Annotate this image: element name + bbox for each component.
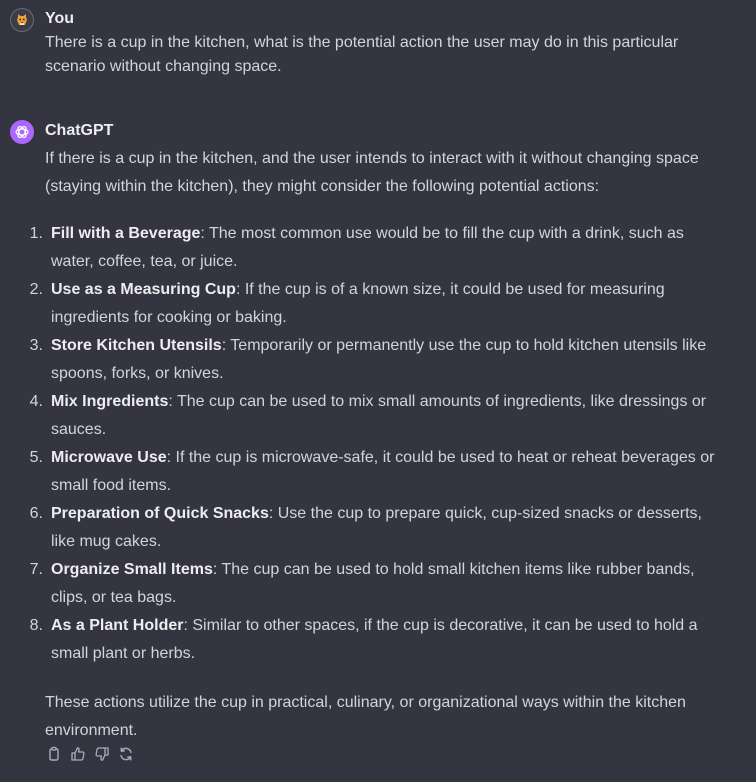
assistant-author-name: ChatGPT xyxy=(45,122,114,139)
list-item xyxy=(0,500,740,556)
list-item xyxy=(0,444,740,500)
list-item xyxy=(0,388,740,444)
list-item-title: Store Kitchen Utensils xyxy=(51,337,222,354)
action-list xyxy=(0,220,740,668)
assistant-intro-text: If there is a cup in the kitchen, and the user intends to interact with it without changing space (staying within the kitchen), they might consider the following potential actions: xyxy=(45,150,699,195)
list-item-title: As a Plant Holder xyxy=(51,617,184,634)
list-item-text: : The cup can be used to mix small amounts of ingredients, like dressings or sauces. xyxy=(51,393,707,438)
thumbs-down-icon xyxy=(94,746,110,762)
list-item-text: : The cup can be used to hold small kitchen items like rubber bands, clips, or tea bags. xyxy=(51,561,695,606)
copy-icon xyxy=(46,746,62,762)
list-item-text: : Use the cup to prepare quick, cup-sized snacks or desserts, like mug cakes. xyxy=(51,505,702,550)
list-item-text: : If the cup is microwave-safe, it could be used to heat or reheat beverages or small food items. xyxy=(51,449,715,494)
list-number: 5. xyxy=(29,449,43,466)
list-number: 6. xyxy=(29,505,43,522)
list-number: 4. xyxy=(29,393,43,410)
cat-avatar-icon xyxy=(15,13,29,27)
chatgpt-avatar xyxy=(10,120,34,144)
thumbs-up-icon xyxy=(70,746,86,762)
list-number: 7. xyxy=(29,561,43,578)
openai-logo-icon xyxy=(13,123,31,141)
assistant-conclusion-text: These actions utilize the cup in practical, culinary, or organizational ways within the kitchen environment. xyxy=(45,694,686,739)
regenerate-icon xyxy=(118,746,134,762)
list-item-title: Fill with a Beverage xyxy=(51,225,201,242)
copy-button[interactable] xyxy=(45,745,63,763)
list-number: 1. xyxy=(29,225,43,242)
list-item-text: : If the cup is of a known size, it could be used for measuring ingredients for cooking or baking. xyxy=(51,281,665,326)
list-item-text: : The most common use would be to fill the cup with a drink, such as water, coffee, tea, or juice. xyxy=(51,225,684,270)
list-number: 8. xyxy=(29,617,43,634)
list-item-text: : Similar to other spaces, if the cup is decorative, it can be used to hold a small plant or herbs. xyxy=(51,617,698,662)
message-actions xyxy=(45,745,135,763)
list-item-title: Microwave Use xyxy=(51,449,167,466)
list-item-text: : Temporarily or permanently use the cup to hold kitchen utensils like spoons, forks, or knives. xyxy=(51,337,707,382)
thumbs-down-button[interactable] xyxy=(93,745,111,763)
list-number: 2. xyxy=(29,281,43,298)
list-item-title: Organize Small Items xyxy=(51,561,213,578)
list-item-title: Preparation of Quick Snacks xyxy=(51,505,269,522)
list-number: 3. xyxy=(29,337,43,354)
list-item xyxy=(0,220,740,276)
user-author-name: You xyxy=(45,10,75,27)
user-message-text: There is a cup in the kitchen, what is the potential action the user may do in this particular scenario without changing space. xyxy=(45,34,679,75)
regenerate-button[interactable] xyxy=(117,745,135,763)
list-item-title: Mix Ingredients xyxy=(51,393,169,410)
user-avatar xyxy=(10,8,34,32)
list-item xyxy=(0,276,740,332)
list-item xyxy=(0,332,740,388)
list-item xyxy=(0,556,740,612)
list-item-title: Use as a Measuring Cup xyxy=(51,281,236,298)
thumbs-up-button[interactable] xyxy=(69,745,87,763)
list-item xyxy=(0,612,740,668)
